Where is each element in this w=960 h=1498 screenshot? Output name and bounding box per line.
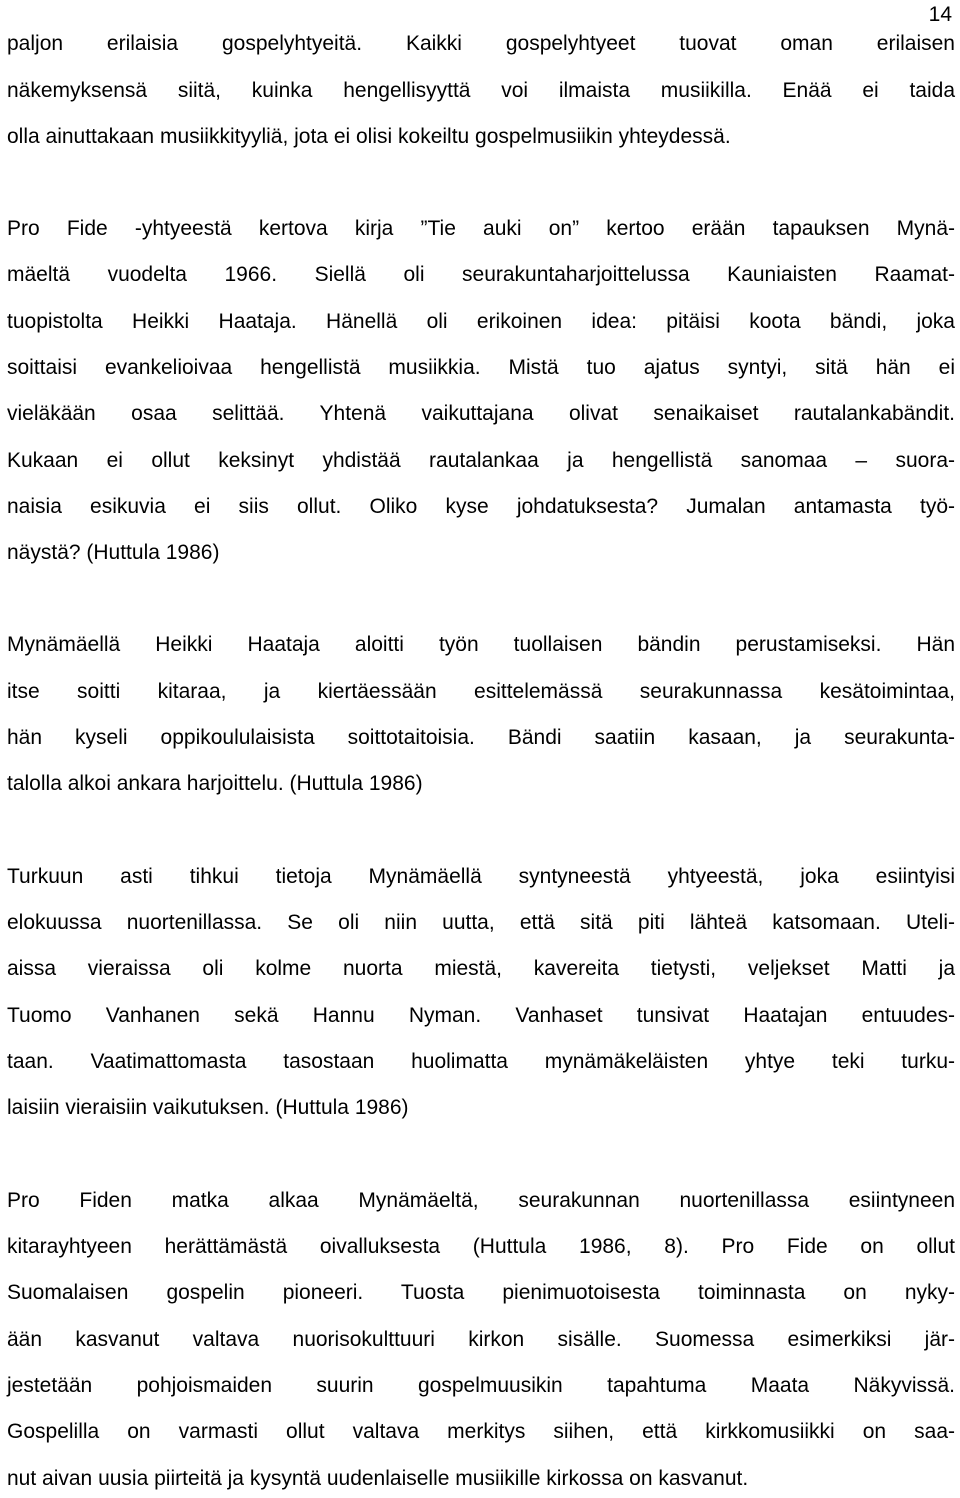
text-line: elokuussa nuortenillassa. Se oli niin uutta, että sitä piti lähteä katsomaan. Uteli- — [7, 911, 955, 934]
page-number: 14 — [928, 3, 952, 26]
text-line: Turkuun asti tihkui tietoja Mynämäellä syntyneestä yhtyeestä, joka esiintyisi — [7, 865, 955, 888]
text-line: hän kyseli oppikoululaisista soittotaitoisia. Bändi saatiin kasaan, ja seurakunta- — [7, 726, 955, 749]
text-line: kitarayhtyeen herättämästä oivalluksesta (Huttula 1986, 8). Pro Fide on ollut — [7, 1235, 955, 1258]
text-line: Tuomo Vanhanen sekä Hannu Nyman. Vanhaset tunsivat Haatajan entuudes- — [7, 1004, 955, 1027]
text-line: nut aivan uusia piirteitä ja kysyntä uudenlaiselle musiikille kirkossa on kasvanut. — [7, 1467, 749, 1490]
text-line: taan. Vaatimattomasta tasostaan huolimatta mynämäkeläisten yhtye teki turku- — [7, 1050, 955, 1073]
text-line: laisiin vieraisiin vaikutuksen. (Huttula 1986) — [7, 1096, 409, 1119]
text-line: Pro Fiden matka alkaa Mynämäeltä, seurakunnan nuortenillassa esiintyneen — [7, 1189, 955, 1212]
text-line: Suomalaisen gospelin pioneeri. Tuosta pienimuotoisesta toiminnasta on nyky- — [7, 1281, 955, 1304]
text-line: vieläkään osaa selittää. Yhtenä vaikuttajana olivat senaikaiset rautalankabändit. — [7, 402, 955, 425]
text-line: Pro Fide -yhtyeestä kertova kirja ”Tie auki on” kertoo erään tapauksen Mynä- — [7, 217, 955, 240]
text-line: talolla alkoi ankara harjoittelu. (Huttula 1986) — [7, 772, 423, 795]
text-line: ään kasvanut valtava nuorisokulttuuri kirkon sisälle. Suomessa esimerkiksi jär- — [7, 1328, 955, 1351]
text-line: mäeltä vuodelta 1966. Siellä oli seurakuntaharjoittelussa Kauniaisten Raamat- — [7, 263, 955, 286]
text-line: näkemyksensä siitä, kuinka hengellisyyttä voi ilmaista musiikilla. Enää ei taida — [7, 79, 955, 102]
text-line: soittaisi evankelioivaa hengellistä musiikkia. Mistä tuo ajatus syntyi, sitä hän ei — [7, 356, 955, 379]
text-line: Mynämäellä Heikki Haataja aloitti työn tuollaisen bändin perustamiseksi. Hän — [7, 633, 955, 656]
text-line: Kukaan ei ollut keksinyt yhdistää rautalankaa ja hengellistä sanomaa – suora- — [7, 449, 955, 472]
text-line: näystä? (Huttula 1986) — [7, 541, 220, 564]
text-line: olla ainuttakaan musiikkityyliä, jota ei olisi kokeiltu gospelmusiikin yhteydessä. — [7, 125, 731, 148]
text-line: paljon erilaisia gospelyhtyeitä. Kaikki gospelyhtyeet tuovat oman erilaisen — [7, 32, 955, 55]
text-line: aissa vieraissa oli kolme nuorta miestä, kavereita tietysti, veljekset Matti ja — [7, 957, 955, 980]
text-line: jestetään pohjoismaiden suurin gospelmuusikin tapahtuma Maata Näkyvissä. — [7, 1374, 955, 1397]
text-line: naisia esikuvia ei siis ollut. Oliko kyse johdatuksesta? Jumalan antamasta työ- — [7, 495, 955, 518]
text-line: Gospelilla on varmasti ollut valtava merkitys siihen, että kirkkomusiikki on saa- — [7, 1420, 955, 1443]
text-line: itse soitti kitaraa, ja kiertäessään esittelemässä seurakunnassa kesätoimintaa, — [7, 680, 955, 703]
text-line: tuopistolta Heikki Haataja. Hänellä oli erikoinen idea: pitäisi koota bändi, joka — [7, 310, 955, 333]
